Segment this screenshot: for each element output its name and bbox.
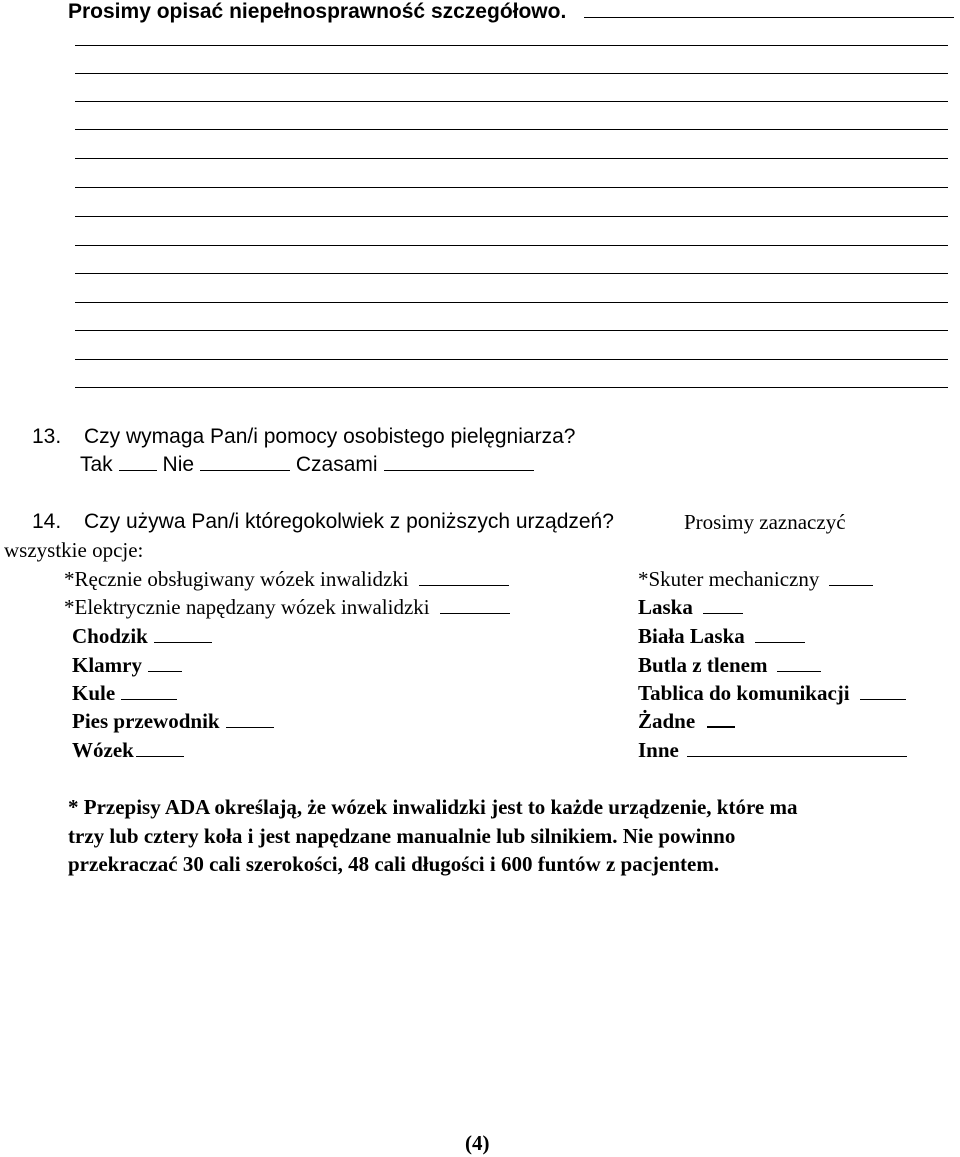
q13-options (80, 453, 534, 477)
option-communication-board (638, 681, 906, 706)
option-electric-wheelchair-label: *Elektrycznie napędzany wózek inwalidzki (64, 595, 430, 619)
describe-line-7[interactable] (75, 216, 948, 217)
q13-sometimes-label: Czasami (295, 453, 378, 476)
option-electric-wheelchair (64, 595, 510, 620)
option-scooter (638, 567, 873, 592)
q14-instruction-a: Prosimy zaznaczyć (684, 510, 846, 534)
footnote-line-2: trzy lub cztery koła i jest napędzane manualnie lub silnikiem. Nie powinno (68, 824, 736, 848)
option-other-label: Inne (638, 738, 679, 762)
describe-blank-first[interactable] (584, 16, 954, 18)
q14-text: Czy używa Pan/i któregokolwiek z poniższych urządzeń? (84, 510, 614, 533)
option-scooter-label: *Skuter mechaniczny (638, 567, 820, 591)
describe-line-8[interactable] (75, 245, 948, 246)
describe-line (68, 0, 954, 24)
option-cart (72, 738, 184, 763)
option-none (638, 709, 735, 734)
option-white-cane-label: Biała Laska (638, 624, 745, 648)
describe-line-6[interactable] (75, 187, 948, 188)
q13-text: Czy wymaga Pan/i pomocy osobistego pielęgniarza? (84, 425, 576, 448)
describe-line-2[interactable] (75, 73, 948, 74)
option-manual-wheelchair-label: *Ręcznie obsługiwany wózek inwalidzki (64, 567, 409, 591)
describe-line-11[interactable] (75, 330, 948, 331)
option-cart-blank[interactable] (136, 755, 184, 757)
option-manual-wheelchair-blank[interactable] (419, 584, 509, 586)
option-manual-wheelchair (64, 567, 509, 592)
option-oxygen (638, 653, 821, 678)
q14-question (32, 510, 614, 534)
option-white-cane (638, 624, 805, 649)
describe-line-1[interactable] (75, 45, 948, 46)
q13-number: 13. (32, 425, 62, 448)
option-guide-dog-label: Pies przewodnik (72, 709, 220, 733)
option-guide-dog-blank[interactable] (226, 726, 274, 728)
footnote-line-1: * Przepisy ADA określają, że wózek inwalidzki jest to każde urządzenie, które ma (68, 795, 798, 819)
option-braces-label: Klamry (72, 653, 142, 677)
page-number: (4) (465, 1131, 490, 1155)
option-cane (638, 595, 743, 620)
option-cane-label: Laska (638, 595, 693, 619)
option-white-cane-blank[interactable] (755, 641, 805, 643)
option-none-blank[interactable] (707, 725, 735, 728)
option-other-blank[interactable] (687, 755, 907, 757)
option-crutches (72, 681, 177, 706)
option-braces (72, 653, 182, 678)
describe-line-5[interactable] (75, 158, 948, 159)
q14-instruction-b: wszystkie opcje: (4, 538, 144, 562)
describe-line-3[interactable] (75, 101, 948, 102)
option-cart-label: Wózek (72, 738, 134, 762)
option-electric-wheelchair-blank[interactable] (440, 612, 510, 614)
q13-no-blank[interactable] (200, 469, 290, 471)
q13-question (32, 425, 575, 449)
option-braces-blank[interactable] (148, 670, 182, 672)
option-oxygen-blank[interactable] (777, 670, 821, 672)
option-oxygen-label: Butla z tlenem (638, 653, 768, 677)
option-walker (72, 624, 212, 649)
option-walker-blank[interactable] (154, 641, 212, 643)
option-none-label: Żadne (638, 709, 696, 733)
option-walker-label: Chodzik (72, 624, 148, 648)
option-other (638, 738, 907, 763)
option-guide-dog (72, 709, 274, 734)
footnote-line-3: przekraczać 30 cali szerokości, 48 cali długości i 600 funtów z pacjentem. (68, 852, 720, 876)
describe-line-9[interactable] (75, 273, 948, 274)
option-cane-blank[interactable] (703, 612, 743, 614)
option-communication-board-label: Tablica do komunikacji (638, 681, 850, 705)
q13-sometimes-blank[interactable] (384, 469, 534, 471)
option-crutches-blank[interactable] (121, 698, 177, 700)
describe-prompt: Prosimy opisać niepełnosprawność szczegółowo. (68, 0, 567, 23)
option-crutches-label: Kule (72, 681, 116, 705)
describe-line-4[interactable] (75, 129, 948, 130)
describe-line-13[interactable] (75, 387, 948, 388)
describe-line-12[interactable] (75, 359, 948, 360)
q13-yes-label: Tak (80, 453, 113, 476)
q13-yes-blank[interactable] (119, 469, 157, 471)
q14-number: 14. (32, 510, 62, 533)
option-communication-board-blank[interactable] (860, 698, 906, 700)
q13-no-label: Nie (162, 453, 195, 476)
describe-line-10[interactable] (75, 302, 948, 303)
option-scooter-blank[interactable] (829, 584, 873, 586)
